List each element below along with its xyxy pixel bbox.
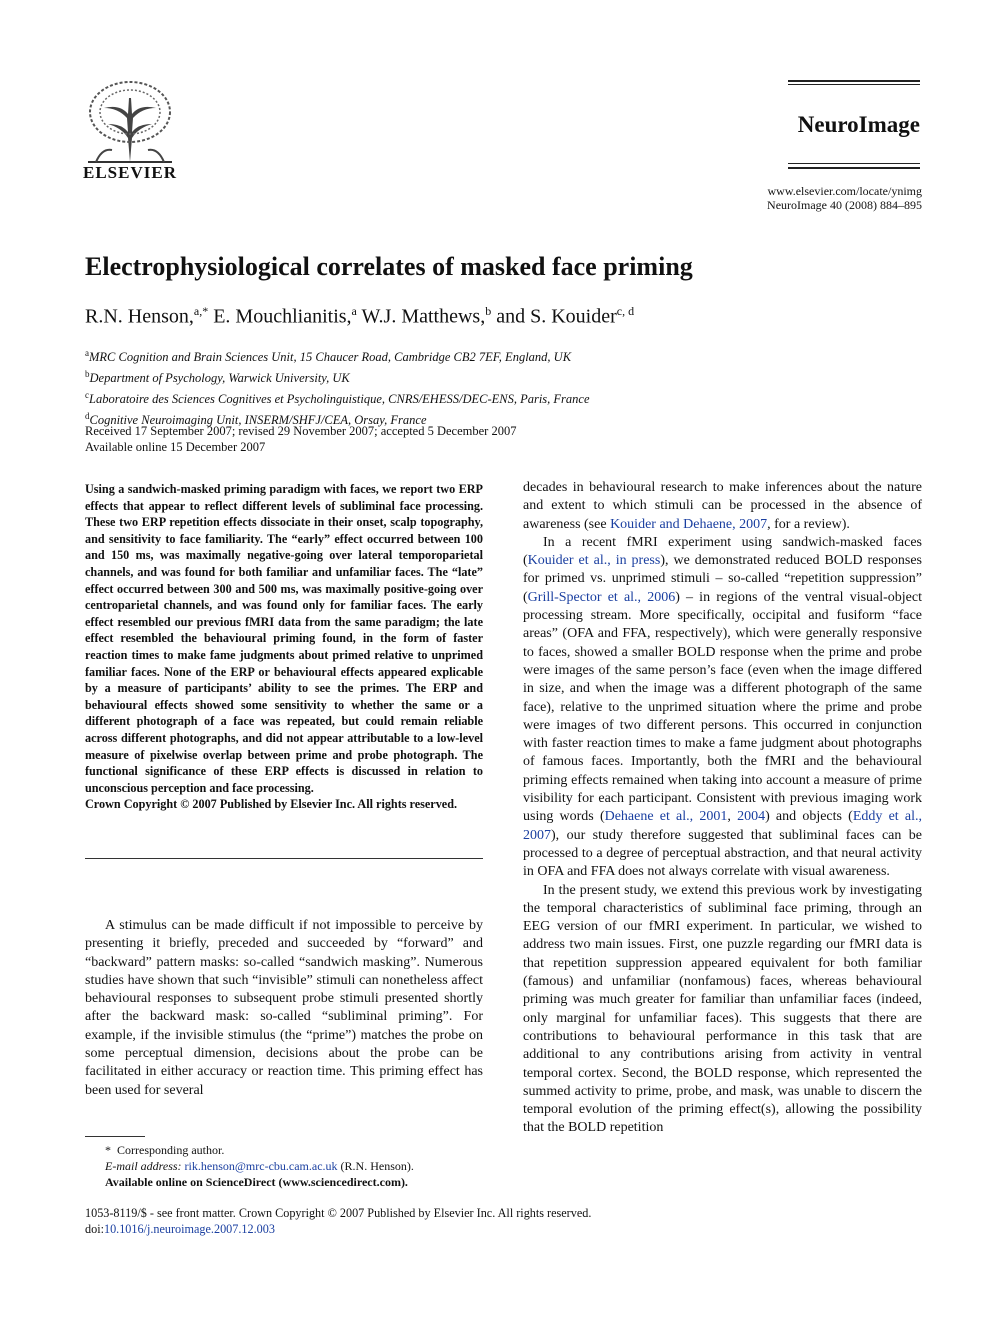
body-paragraph: In a recent fMRI experiment using sandwich-masked faces (Kouider et al., in press), we demonstrated reduced BOLD responses for primed vs. unprimed stimuli – so-called “repetition suppression” (Grill-Spector et al., 2006) – in regions of the ventral visual-object processing stream. More specifically, occipital and fusiform “face areas” (OFA and FFA, respectively), which were generally responsive to faces, showed a smaller BOLD response when the prime and probe were images of the same person’s face (even when the image differed in size, and when the image was a different photograph of the same face), relative to the unprimed situation where the prime and probe were images of two different persons. This occurred in conjunction with faster reaction times to make a fame judgment about photographs of famous faces. Importantly, both the fMRI and the behavioural priming effects remained when taking into account a measure of prime visibility for each participant. Consistent with previous imaging work using words (Dehaene et al., 2001, 2004) and objects (Eddy et al., 2007), our study therefore suggested that subliminal faces can be processed to a degree of perceptual abstraction, and that neural activity in OFA and FFA does not always correlate with visual awareness.: [523, 534, 923, 880]
footnote-divider: [85, 1136, 145, 1137]
affiliations: [85, 345, 925, 430]
header-rule: [788, 80, 920, 82]
abstract-divider: [85, 858, 483, 859]
body-paragraph: In the present study, we extend this previous work by investigating the temporal characteristics of subliminal face priming, through an EEG version of our fMRI experiment. In particular, we wished to address two main issues. First, one puzzle regarding our fMRI data is that repetition suppression appeared equivalent for both familiar (famous) and unfamiliar (nonfamous) faces, whereas behavioural priming was much greater for familiar than unfamiliar faces (indeed, only marginal for unfamiliar faces). This suggests that there are contributions to behavioural performance in this task that are additional to any contributions arising from activity in ventral temporal cortex. Second, the BOLD response, which represented the summed activity to prime, probe, and mask, was unable to discern the temporal evolution of the priming effect(s), allowing the possibility that the BOLD repetition: [523, 882, 922, 1136]
header-rule: [788, 163, 920, 164]
abstract-text: Using a sandwich-masked priming paradigm with faces, we report two ERP effects that appear to reflect different levels of subliminal face processing. These two ERP repetition effects dissociate in their onset, scalp topography, and sensitivity to face familiarity. The “early” effect occurred between 100 and 150 ms, was maximally negative-going over lateral temporoparietal channels, and was found for both familiar and unfamiliar faces. The “late” effect occurred between 300 and 500 ms, was maximally positive-going over centroparietal channels, and was found only for familiar faces. The early effect resembled our previous fMRI data from the same paradigm; the late effect resembled the behavioural priming found, in the form of faster reaction times to make fame judgments about primed relative to unprimed familiar faces. None of the ERP or behavioural effects appeared explicable by a measure of participants’ ability to see the primes. The ERP and behavioural effects showed some sensitivity to whether the same or a different photograph of a face was repeated, but could remain reliable across different photographs, and did not appear attributable to a low-level measure of pixelwise overlap between prime and probe photograph. The functional significance of these ERP effects is discussed in relation to unconscious perception and face processing.: [85, 482, 483, 795]
body-right-column: [523, 479, 922, 1138]
author-name: and S. Kouider: [496, 305, 617, 328]
affiliation: [85, 387, 925, 408]
abstract: [85, 481, 483, 813]
affiliation: [85, 345, 925, 366]
author-name: E. Mouchlianitis,: [213, 305, 352, 328]
author-list: [85, 304, 925, 329]
body-paragraph: A stimulus can be made difficult if not impossible to perceive by presenting it briefly, preceded and succeeded by “forward” and “backward” pattern masks: so-called “sandwich masking”. Numerous studies have shown that such “invisible” stimuli can nonetheless affect behavioural responses to subsequent probe stimuli presented shortly after the backward mask: so-called “subliminal priming”. For example, if the invisible stimulus (the “prime”) matches the probe on some perceptual dimension, decisions about the probe can be facilitated in either accuracy or reaction time. This priming effect has been used for several: [85, 918, 483, 1098]
journal-url[interactable]: www.elsevier.com/locate/ynimg: [767, 184, 922, 198]
affil-text: MRC Cognition and Brain Sciences Unit, 15 Chaucer Road, Cambridge CB2 7EF, England, UK: [89, 350, 572, 365]
corresponding-author: * Corresponding author.: [105, 1143, 225, 1157]
email-line: E-mail address: rik.henson@mrc-cbu.cam.ac.uk (R.N. Henson).: [105, 1159, 414, 1173]
publication-info: [640, 184, 922, 212]
publisher-name: ELSEVIER: [83, 163, 177, 182]
received-dates: Received 17 September 2007; revised 29 November 2007; accepted 5 December 2007: [85, 424, 517, 438]
footnote: [85, 1142, 483, 1190]
available-date: Available online 15 December 2007: [85, 440, 266, 454]
article-title: Electrophysiological correlates of masked face priming: [85, 252, 693, 281]
abstract-copyright: Crown Copyright © 2007 Published by Elsevier Inc. All rights reserved.: [85, 797, 458, 812]
journal-name: NeuroImage: [797, 112, 920, 137]
author-name: W.J. Matthews,: [361, 305, 486, 328]
affil-key: a: [85, 348, 89, 358]
author-affil-marker: a,*: [193, 304, 209, 318]
page-footer: [85, 1205, 925, 1237]
citation-link[interactable]: Kouider and Dehaene, 2007: [610, 516, 768, 532]
article-dates: [85, 423, 925, 455]
citation-link[interactable]: 2004: [737, 809, 766, 825]
header-rule: [788, 84, 920, 85]
affiliation: [85, 366, 925, 387]
header-rule: [788, 167, 920, 169]
doi-link[interactable]: 10.1016/j.neuroimage.2007.12.003: [103, 1222, 275, 1236]
body-left-column: [85, 917, 483, 1100]
citation-link[interactable]: Grill-Spector et al., 2006: [527, 589, 676, 605]
affil-key: d: [85, 411, 90, 422]
affil-key: b: [85, 369, 90, 380]
email-link[interactable]: rik.henson@mrc-cbu.cam.ac.uk: [184, 1159, 338, 1173]
affil-text: Department of Psychology, Warwick University, UK: [89, 371, 350, 386]
journal-citation: NeuroImage 40 (2008) 884–895: [767, 198, 922, 212]
author-affil-marker: c, d: [616, 304, 635, 318]
sciencedirect-note: Available online on ScienceDirect (www.sciencedirect.com).: [105, 1175, 408, 1189]
citation-link[interactable]: Kouider et al., in press: [527, 553, 661, 569]
affil-text: Cognitive Neuroimaging Unit, INSERM/SHFJ/CEA, Orsay, France: [89, 413, 427, 428]
doi-line: doi:10.1016/j.neuroimage.2007.12.003: [85, 1222, 275, 1236]
author-affil-marker: a: [351, 304, 357, 318]
author-affil-marker: b: [485, 304, 492, 318]
body-paragraph: decades in behavioural research to make inferences about the nature and extent to which stimuli can be processed in the absence of awareness (see Kouider and Dehaene, 2007, for a review).: [523, 480, 922, 532]
affil-key: c: [85, 390, 89, 401]
author-name: R.N. Henson,: [85, 305, 194, 328]
issn-line: 1053-8119/$ - see front matter. Crown Copyright © 2007 Published by Elsevier Inc. All rights reserved.: [85, 1206, 592, 1220]
affil-text: Laboratoire des Sciences Cognitives et Psycholinguistique, CNRS/EHESS/DEC-ENS, Paris, France: [89, 392, 590, 407]
citation-link[interactable]: Eddy et al., 2007: [523, 809, 922, 843]
citation-link[interactable]: Dehaene et al., 2001: [604, 809, 728, 825]
